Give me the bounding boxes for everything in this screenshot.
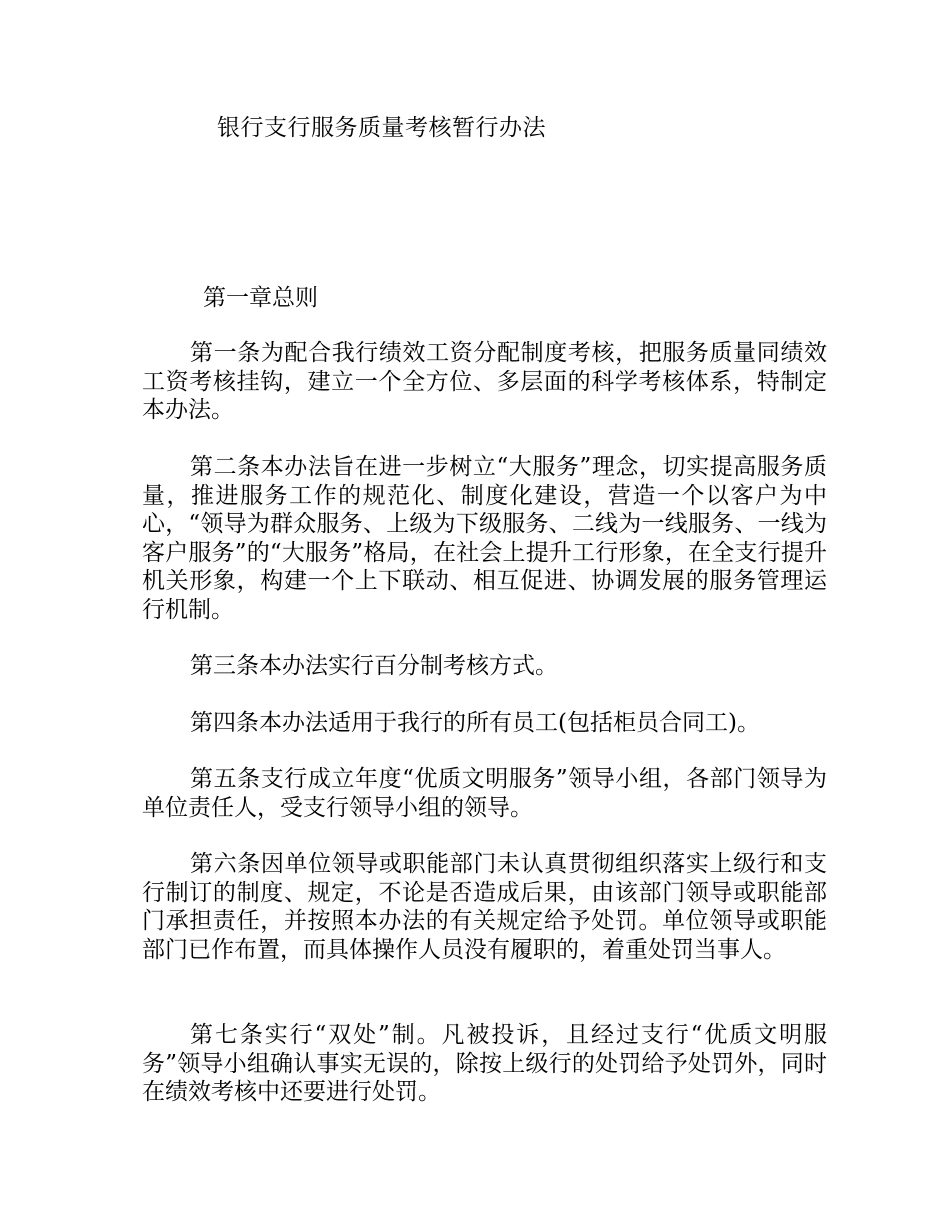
article-1: 第一条为配合我行绩效工资分配制度考核，把服务质量同绩效工资考核挂钩，建立一个全方位、多层面的科学考核体系，特制定本办法。 [142, 340, 827, 423]
article-5: 第五条支行成立年度“优质文明服务”领导小组，各部门领导为单位责任人，受支行领导小组的领导。 [142, 766, 827, 821]
article-2: 第二条本办法旨在进一步树立“大服务”理念，切实提高服务质量，推进服务工作的规范化、制度化建设，营造一个以客户为中心，“领导为群众服务、上级为下级服务、二线为一线服务、一线为客户服务”的“大服务”格局，在社会上提升工行形象，在全支行提升机关形象，构建一个上下联动、相互促进、协调发展的服务管理运行机制。 [142, 454, 827, 623]
article-7: 第七条实行“双处”制。凡被投诉，且经过支行“优质文明服务”领导小组确认事实无误的，除按上级行的处罚给予处罚外，同时在绩效考核中还要进行处罚。 [142, 1022, 827, 1105]
article-3: 第三条本办法实行百分制考核方式。 [190, 653, 558, 679]
article-6: 第六条因单位领导或职能部门未认真贯彻组织落实上级行和支行制订的制度、规定，不论是否造成后果，由该部门领导或职能部门承担责任，并按照本办法的有关规定给予处罚。单位领导或职能部门已作布置，而具体操作人员没有履职的，着重处罚当事人。 [142, 851, 827, 963]
chapter-heading: 第一章总则 [203, 285, 318, 311]
document-title: 银行支行服务质量考核暂行办法 [217, 115, 546, 141]
article-4: 第四条本办法适用于我行的所有员工(包括柜员合同工)。 [190, 710, 760, 736]
